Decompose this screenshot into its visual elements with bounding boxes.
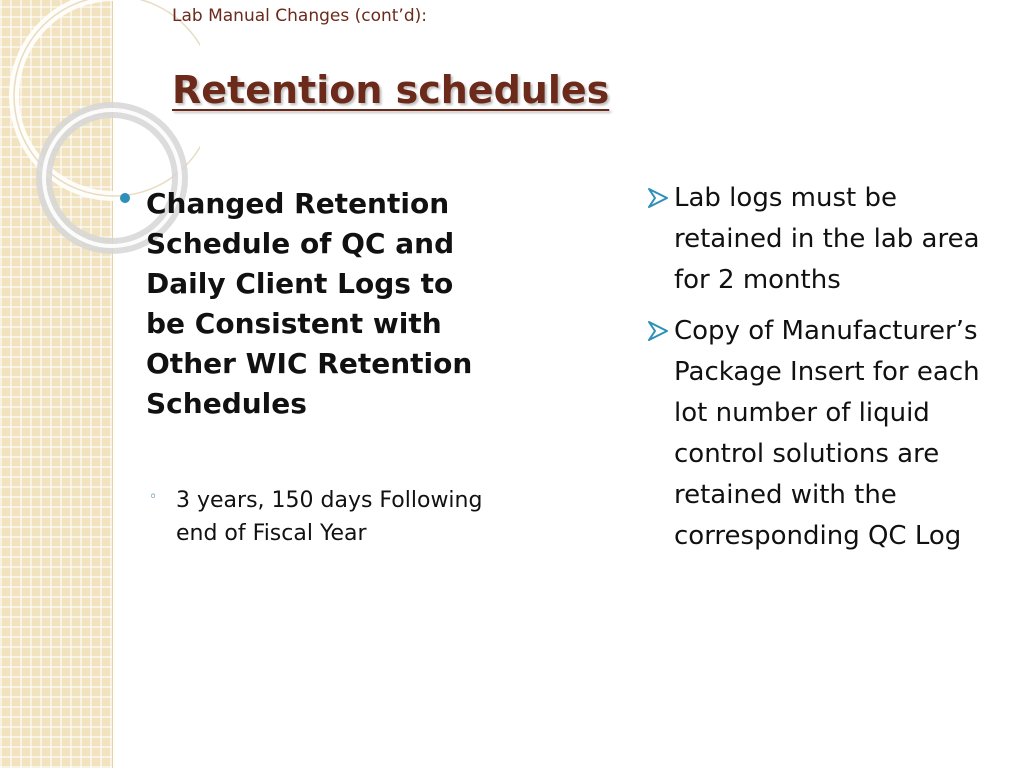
left-column <box>116 184 496 550</box>
slide-title: Retention schedules <box>172 68 610 112</box>
arrowhead-right-icon <box>646 186 670 210</box>
list-item <box>646 178 986 301</box>
list-item-text: Lab logs must be retained in the lab area for 2 months <box>674 183 980 295</box>
right-column <box>646 178 986 567</box>
bullet-dot-icon <box>120 193 130 203</box>
hollow-circle-icon: ◦ <box>149 489 158 505</box>
sub-bullet <box>116 484 496 550</box>
arrowhead-right-icon <box>646 319 670 343</box>
main-bullet <box>116 184 496 424</box>
list-item <box>646 311 986 557</box>
main-bullet-text: Changed Retention Schedule of QC and Daily Client Logs to be Consistent with Other WIC Retention Schedules <box>146 187 473 420</box>
sub-bullet-text: 3 years, 150 days Following end of Fiscal Year <box>176 488 483 546</box>
slide-subtitle: Lab Manual Changes (cont’d): <box>172 6 427 26</box>
list-item-text: Copy of Manufacturer’s Package Insert for each lot number of liquid control solutions are retained with the corresponding QC Log <box>674 316 980 551</box>
